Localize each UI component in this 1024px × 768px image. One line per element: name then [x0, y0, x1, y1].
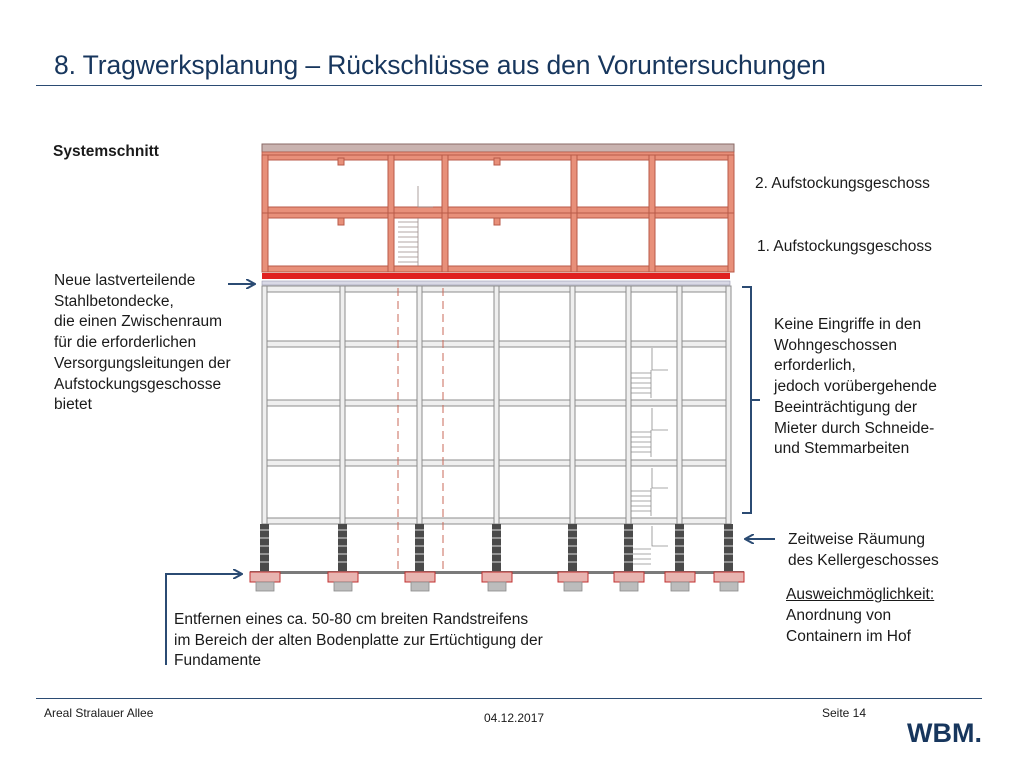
wbm-logo-text: WBM.	[907, 718, 982, 748]
upper-floor-1	[262, 213, 734, 272]
footer-divider	[36, 698, 982, 699]
upper-stair	[398, 186, 433, 266]
foundation-note: Entfernen eines ca. 50-80 cm breiten Randstreifens im Bereich der alten Bodenplatte zur Ertüchtigung der Fundamente	[174, 611, 543, 670]
basement-columns	[260, 524, 733, 572]
new-concrete-slab	[262, 273, 730, 279]
upper-floor-2-label: 2. Aufstockungsgeschoss	[755, 175, 930, 192]
footer-project: Areal Stralauer Allee	[44, 706, 154, 720]
apartments-note: Keine Eingriffe in den Wohngeschossen erforderlich, jedoch vorübergehende Beeinträchtigung der Mieter durch Schneide- und Stemmarbeiten	[774, 316, 937, 458]
alternative-heading: Ausweichmöglichkeit:	[786, 586, 935, 603]
upper-floor-2	[262, 155, 734, 213]
page-title: 8. Tragwerksplanung – Rückschlüsse aus den Voruntersuchungen	[54, 50, 826, 80]
existing-stairs	[631, 348, 668, 564]
residential-bracket	[742, 287, 760, 513]
foundations	[250, 572, 744, 591]
alternative-note: Anordnung von Containern im Hof	[786, 607, 911, 645]
upper-floor-1-label: 1. Aufstockungsgeschoss	[757, 238, 932, 255]
wbm-logo	[905, 714, 993, 750]
footer-page-number: Seite 14	[822, 706, 867, 720]
roof	[262, 144, 734, 156]
slab-note: Neue lastverteilende Stahlbetondecke, die einen Zwischenraum für die erforderlichen Versorgungsleitungen der Aufstockungsgeschosse bietet	[54, 272, 231, 414]
footer-date: 04.12.2017	[484, 711, 545, 725]
section-label: Systemschnitt	[53, 143, 159, 160]
cellar-note: Zeitweise Räumung des Kellergeschosses	[788, 531, 939, 569]
